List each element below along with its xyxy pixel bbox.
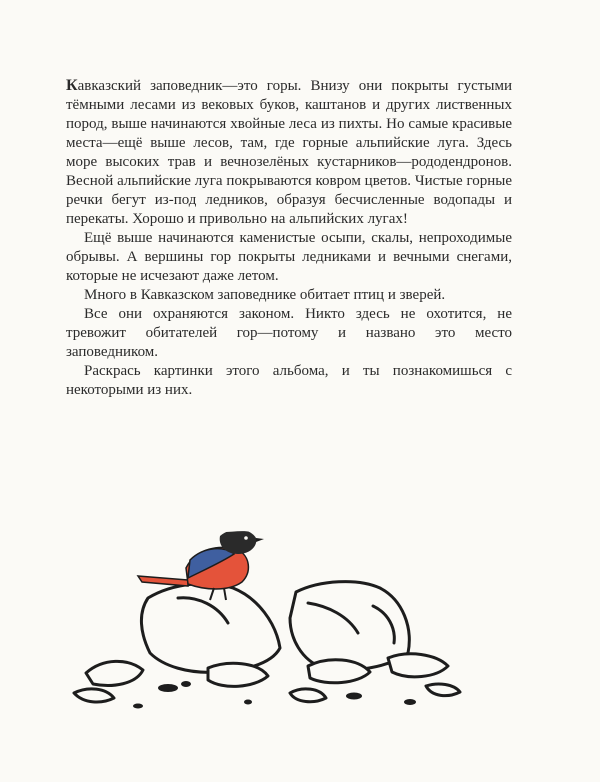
rocks-drawing bbox=[74, 582, 460, 702]
pebbles-drawing bbox=[133, 681, 416, 709]
redstart-on-rocks-illustration bbox=[58, 488, 478, 728]
drop-initial: К bbox=[66, 77, 78, 94]
paragraph-1 bbox=[66, 76, 512, 229]
paragraph-5: Раскрась картинки этого альбома, и ты познакомишься с некоторыми из них. bbox=[66, 363, 512, 398]
article-text bbox=[66, 76, 512, 400]
paragraph-1-text: авказский заповедник—это горы. Внизу они покрыты густыми тёмными лесами из вековых буков, каштанов и других лиственных пород, выше начинаются хвойные леса из пихты. Но самые красивые места—ещё выше лесов, там, где горные альпийские луга. Здесь море высоких трав и вечнозелёных кустарников—рододендронов. Весной альпийские луга покрываются ковром цветов. Чистые горные речки бегут из-под ледников, образуя бесчисленные водопады и перекаты. Хорошо и привольно на альпийских лугах! bbox=[66, 78, 512, 227]
paragraph-4: Все они охраняются законом. Никто здесь не охотится, не тревожит обитателей гор—потому и названо это место заповедником. bbox=[66, 306, 512, 360]
paragraph-3: Много в Кавказском заповеднике обитает птиц и зверей. bbox=[84, 287, 446, 303]
paragraph-2: Ещё выше начинаются каменистые осыпи, скалы, непроходимые обрывы. А вершины гор покрыты ледниками и вечными снегами, которые не исчезают даже летом. bbox=[66, 230, 512, 284]
